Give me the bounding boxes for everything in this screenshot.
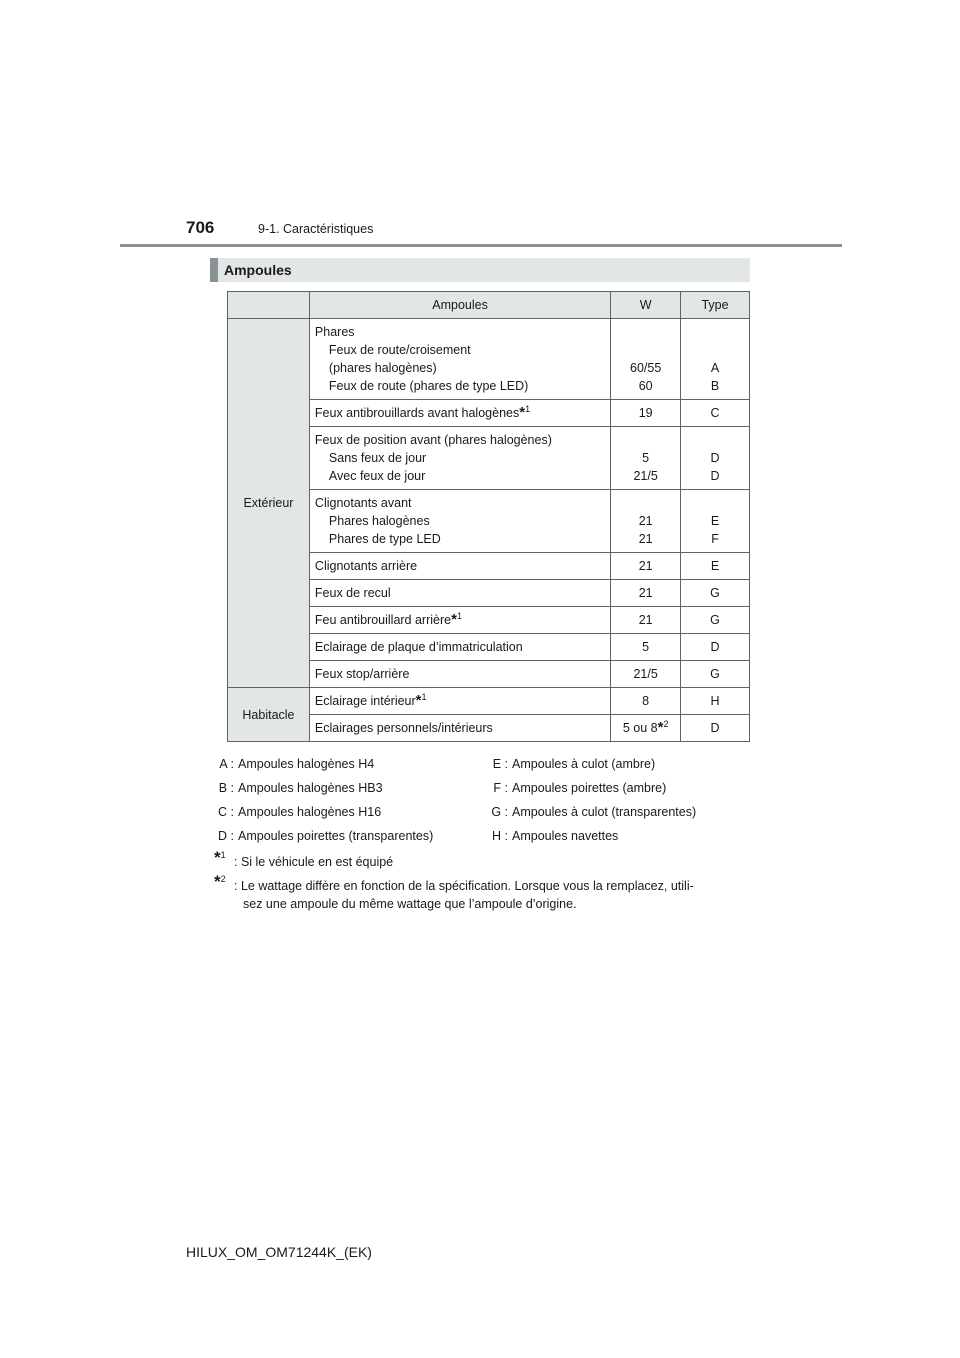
type-cell: D — [681, 715, 750, 742]
type-cell — [681, 319, 750, 400]
footnote-1: : Si le véhicule en est équipé — [234, 855, 394, 869]
watt-cell: 5 — [611, 634, 681, 661]
watt-cell: 21/5 — [611, 661, 681, 688]
footnote-line: : Le wattage diffère en fonction de la spécification. Lorsque vous la remplacez, utili- — [234, 879, 694, 893]
type-cell: E — [681, 553, 750, 580]
bulb-subline: (phares halogènes) — [328, 361, 437, 375]
bulb-cell: Feux de recul — [309, 580, 610, 607]
bulb-cell — [309, 688, 610, 715]
bulb-label: Feux antibrouillards avant halogènes — [314, 406, 520, 420]
header-bulbs: Ampoules — [309, 292, 610, 319]
footnote-star: * — [451, 611, 457, 628]
bulb-cell: Clignotants arrière — [309, 553, 610, 580]
bulb-subline: Sans feux de jour — [328, 451, 427, 465]
type-cell: C — [681, 400, 750, 427]
footnote-star: * — [214, 872, 221, 891]
bulb-cell: Eclairage de plaque d’immatriculation — [309, 634, 610, 661]
section-title: Ampoules — [224, 262, 292, 278]
legend-key: D : — [218, 829, 234, 843]
legend-text: Ampoules à culot (transparentes) — [512, 805, 697, 819]
bulb-cell: Feux stop/arrière — [309, 661, 610, 688]
legend-key: B : — [218, 781, 234, 795]
type-cell — [681, 427, 750, 490]
watt-cell — [611, 490, 681, 553]
bulb-cell: Eclairages personnels/intérieurs — [309, 715, 610, 742]
table-row — [228, 319, 750, 400]
footnote-line: sez une ampoule du même wattage que l’ampoule d’origine. — [243, 897, 577, 911]
footnote-star: * — [519, 404, 526, 421]
legend-key: E : — [492, 757, 508, 771]
table-header-row — [228, 292, 750, 319]
legend-key: A : — [219, 757, 234, 771]
section-accent — [210, 258, 218, 282]
bulb-subline: Avec feux de jour — [328, 469, 426, 483]
watt-cell: 8 — [611, 688, 681, 715]
header-type: Type — [681, 292, 750, 319]
document-footer: HILUX_OM_OM71244K_(EK) — [186, 1244, 372, 1260]
footnote-2 — [234, 877, 694, 913]
section-label: 9-1. Caractéristiques — [258, 222, 374, 236]
watt-cell: 21 — [611, 580, 681, 607]
watt-cell — [611, 427, 681, 490]
footnote-ref: 1 — [525, 404, 531, 414]
section-title-bar — [210, 258, 750, 282]
watt-cell — [611, 715, 681, 742]
bulb-table — [227, 291, 750, 742]
watt-value: 21/5 — [633, 469, 658, 483]
legend-key: F : — [493, 781, 508, 795]
type-value: D — [710, 469, 720, 483]
bulb-cell — [309, 427, 610, 490]
watt-value: 5 — [642, 451, 650, 465]
footnote-ref: 2 — [663, 719, 669, 729]
watt-cell: 19 — [611, 400, 681, 427]
bulb-title: Clignotants avant — [314, 496, 412, 510]
bulb-label: Feu antibrouillard arrière — [314, 613, 452, 627]
type-value: F — [711, 532, 719, 546]
bulb-subline: Feux de route/croisement — [328, 343, 471, 357]
footnote-number: 1 — [220, 850, 226, 860]
page-number: 706 — [186, 218, 215, 237]
header-watt: W — [611, 292, 681, 319]
watt-cell: 21 — [611, 607, 681, 634]
watt-cell — [611, 319, 681, 400]
group-exterior: Extérieur — [228, 319, 310, 688]
bulb-label: Eclairage intérieur — [314, 694, 416, 708]
footnote-ref: 1 — [456, 611, 462, 621]
legend-key: G : — [491, 805, 508, 819]
bulb-subline: Feux de route (phares de type LED) — [328, 379, 529, 393]
bulb-subline: Phares halogènes — [328, 514, 430, 528]
bulb-cell — [309, 607, 610, 634]
type-cell: G — [681, 661, 750, 688]
footnote-star: * — [214, 848, 221, 867]
bulb-subline: Phares de type LED — [328, 532, 441, 546]
type-cell: H — [681, 688, 750, 715]
legend-text: Ampoules à culot (ambre) — [512, 757, 656, 771]
type-cell: D — [681, 634, 750, 661]
watt-cell: 21 — [611, 553, 681, 580]
footnote-star: * — [415, 692, 422, 709]
group-interior: Habitacle — [228, 688, 310, 742]
type-value: A — [710, 361, 720, 375]
type-cell: G — [681, 607, 750, 634]
watt-value: 60 — [638, 379, 653, 393]
watt-value: 60/55 — [630, 361, 662, 375]
legend-text: Ampoules halogènes H4 — [238, 757, 375, 771]
legend-key: C : — [218, 805, 234, 819]
bulb-title: Phares — [314, 325, 355, 339]
type-value: E — [710, 514, 720, 528]
legend-text: Ampoules halogènes H16 — [238, 805, 382, 819]
table-row — [228, 688, 750, 715]
footnote-star: * — [657, 719, 664, 736]
watt-value: 5 ou 8 — [622, 721, 658, 735]
legend-text: Ampoules navettes — [512, 829, 619, 843]
type-cell: G — [681, 580, 750, 607]
footnote-marker — [214, 872, 226, 892]
watt-value: 21 — [638, 514, 653, 528]
footnote-number: 2 — [220, 874, 226, 884]
header-empty — [228, 292, 310, 319]
footnote-marker — [214, 848, 226, 868]
watt-value: 21 — [638, 532, 653, 546]
legend-key: H : — [492, 829, 508, 843]
header-rule — [120, 244, 842, 247]
type-value: D — [710, 451, 720, 465]
bulb-title: Feux de position avant (phares halogènes) — [314, 433, 552, 447]
type-cell — [681, 490, 750, 553]
legend-text: Ampoules halogènes HB3 — [238, 781, 383, 795]
footnote-ref: 1 — [421, 692, 427, 702]
type-value: B — [710, 379, 720, 393]
legend-text: Ampoules poirettes (ambre) — [512, 781, 667, 795]
bulb-cell — [309, 400, 610, 427]
bulb-cell — [309, 490, 610, 553]
bulb-cell — [309, 319, 610, 400]
legend-text: Ampoules poirettes (transparentes) — [238, 829, 434, 843]
